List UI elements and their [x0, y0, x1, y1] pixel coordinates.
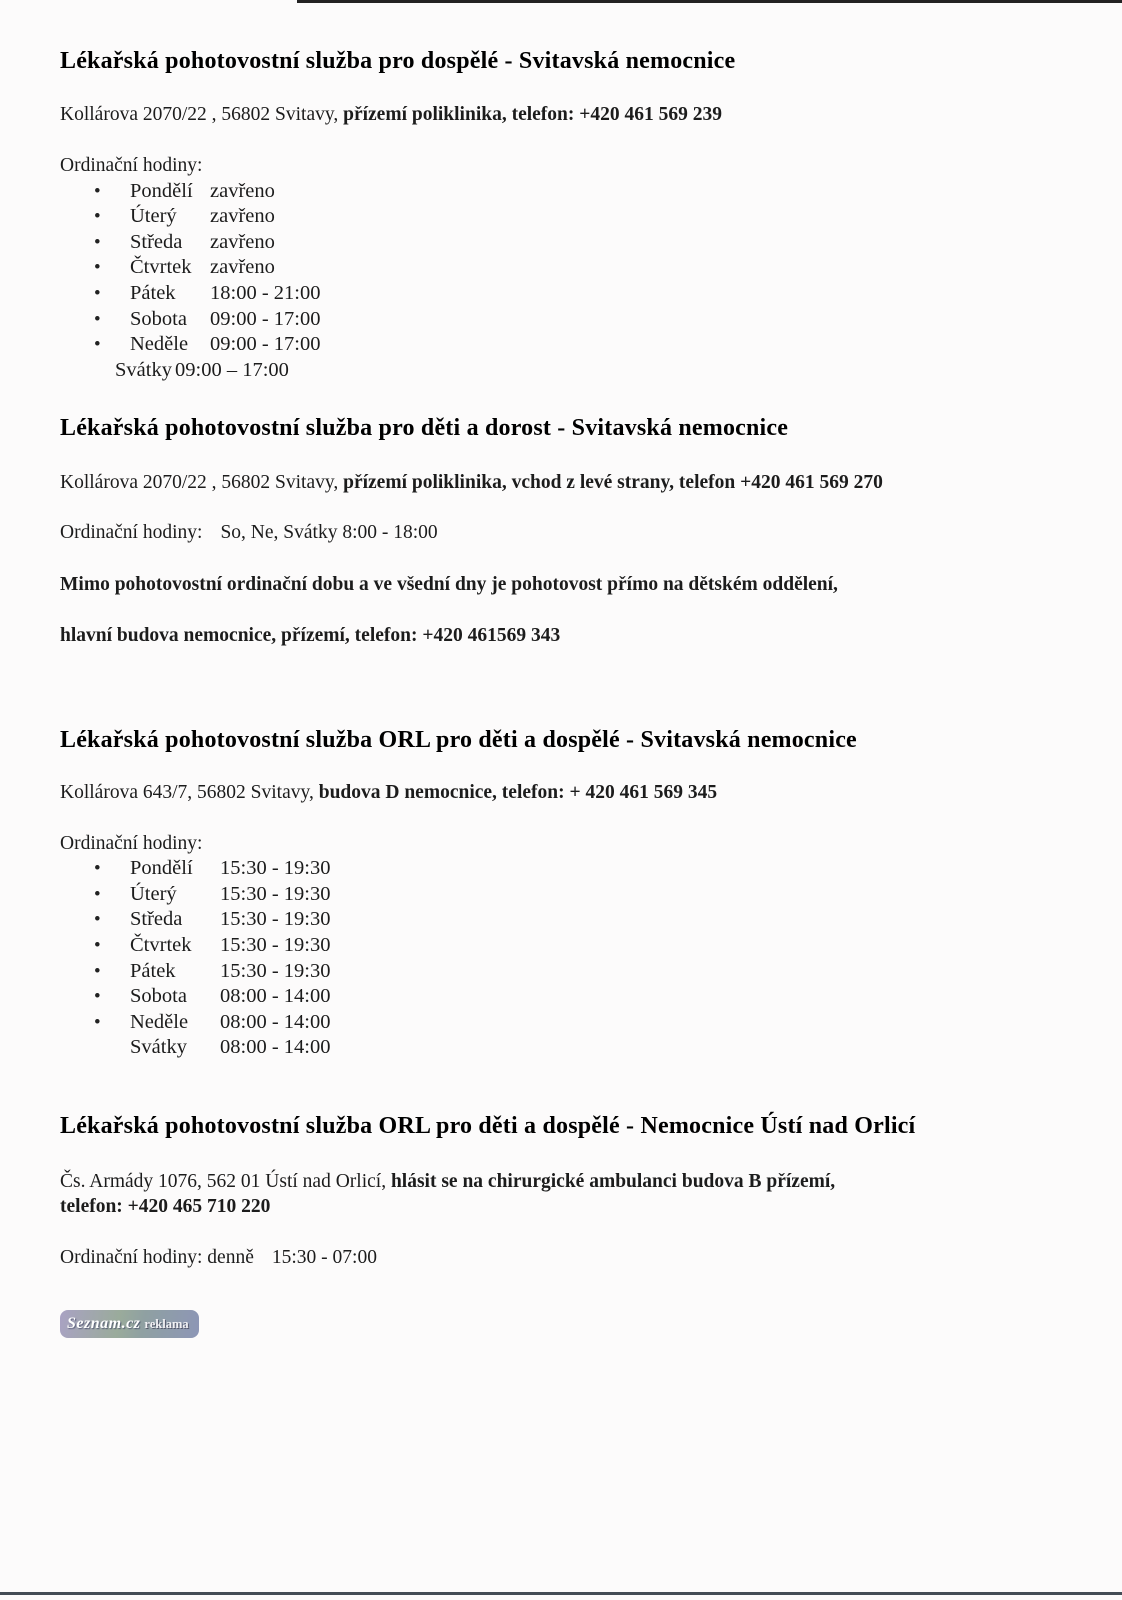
schedule-row	[94, 984, 1062, 1010]
holidays-label: Svátky	[130, 1036, 187, 1059]
seznam-reklama-banner[interactable]	[60, 1310, 199, 1338]
schedule-row	[94, 281, 1062, 307]
section-2-note-line-2: hlavní budova nemocnice, přízemí, telefon: +420 461569 343	[60, 625, 561, 647]
address-regular: Čs. Armády 1076, 562 01 Ústí nad Orlicí,	[60, 1170, 391, 1192]
schedule-day: Sobota	[130, 985, 187, 1008]
holidays-label: Svátky	[115, 358, 172, 381]
schedule-day: Sobota	[130, 307, 187, 330]
schedule-day: Neděle	[130, 333, 189, 356]
section-4-address	[60, 1169, 1062, 1219]
schedule-row	[94, 959, 1062, 985]
schedule-row	[94, 332, 1062, 358]
schedule-day: Úterý	[130, 205, 177, 228]
section-3-address	[60, 781, 1062, 805]
address-regular: Kollárova 643/7, 56802 Svitavy,	[60, 782, 319, 804]
schedule-row	[94, 933, 1062, 959]
schedule-time: 18:00 - 21:00	[210, 281, 321, 304]
hours-label: Ordinační hodiny: denně	[60, 1246, 254, 1268]
schedule-time: 08:00 - 14:00	[220, 985, 331, 1008]
schedule-row	[94, 179, 1062, 205]
schedule-day: Čtvrtek	[130, 256, 192, 279]
schedule-row	[94, 230, 1062, 256]
section-2-address	[60, 471, 1062, 495]
schedule-day: Úterý	[130, 882, 177, 905]
schedule-time: 15:30 - 19:30	[220, 959, 331, 982]
address-bold: přízemí poliklinika, telefon: +420 461 569 239	[343, 103, 722, 125]
schedule-day: Pátek	[130, 281, 176, 304]
address-bold-phone: telefon: +420 465 710 220	[60, 1195, 271, 1217]
schedule-day: Středa	[130, 908, 183, 931]
address-bold: budova D nemocnice, telefon: + 420 461 569 345	[318, 782, 718, 804]
schedule-day: Pondělí	[130, 857, 193, 880]
section-3-title: Lékařská pohotovostní služba ORL pro děti a dospělé - Svitavská nemocnice	[60, 726, 857, 753]
schedule-day: Pátek	[130, 959, 176, 982]
seznam-logo-text: Seznam.cz	[67, 1315, 141, 1333]
section-3-hours-label: Ordinační hodiny:	[60, 832, 203, 854]
schedule-row	[94, 907, 1062, 933]
schedule-time: zavřeno	[210, 205, 275, 228]
schedule-time: zavřeno	[210, 179, 275, 202]
schedule-time: 15:30 - 19:30	[220, 882, 331, 905]
schedule-row	[94, 204, 1062, 230]
schedule-day: Pondělí	[130, 179, 193, 202]
schedule-row	[94, 307, 1062, 333]
section-2-note-line-1: Mimo pohotovostní ordinační dobu a ve všední dny je pohotovost přímo na dětském oddělení,	[60, 573, 838, 595]
section-3-holidays-row	[60, 1035, 1062, 1060]
schedule-time: zavřeno	[210, 256, 275, 279]
section-1-hours-label: Ordinační hodiny:	[60, 155, 203, 177]
section-1-schedule-list	[60, 179, 1062, 358]
schedule-time: 08:00 - 14:00	[220, 1010, 331, 1033]
hours-value: So, Ne, Svátky 8:00 - 18:00	[220, 522, 438, 544]
schedule-time: 15:30 - 19:30	[220, 908, 331, 931]
holidays-time: 09:00 – 17:00	[175, 358, 289, 381]
schedule-row	[94, 882, 1062, 908]
section-1-address	[60, 103, 1062, 127]
section-2-hours-line	[60, 521, 1062, 545]
address-regular: Kollárova 2070/22 , 56802 Svitavy,	[60, 472, 344, 494]
holidays-time: 08:00 - 14:00	[220, 1036, 331, 1059]
schedule-day: Neděle	[130, 1010, 189, 1033]
section-3-schedule-list	[60, 856, 1062, 1035]
document-content	[0, 47, 1122, 1338]
section-1-holidays-row	[60, 358, 1062, 383]
schedule-day: Čtvrtek	[130, 933, 192, 956]
section-2-title: Lékařská pohotovostní služba pro děti a dorost - Svitavská nemocnice	[60, 415, 789, 442]
schedule-time: zavřeno	[210, 230, 275, 253]
scan-edge-artifact-bottom	[0, 1592, 1122, 1595]
address-bold: hlásit se na chirurgické ambulanci budova B přízemí,	[390, 1170, 836, 1192]
schedule-day: Středa	[130, 230, 183, 253]
hours-value: 15:30 - 07:00	[271, 1246, 377, 1268]
hours-label: Ordinační hodiny:	[60, 522, 203, 544]
schedule-time: 15:30 - 19:30	[220, 857, 331, 880]
section-1-title: Lékařská pohotovostní služba pro dospělé - Svitavská nemocnice	[60, 48, 736, 74]
scan-edge-artifact-top	[297, 0, 1122, 3]
schedule-row	[94, 255, 1062, 281]
address-bold: přízemí poliklinika, vchod z levé strany, telefon +420 461 569 270	[343, 472, 883, 494]
section-4-hours-line	[60, 1246, 1062, 1270]
schedule-time: 09:00 - 17:00	[210, 307, 321, 330]
schedule-time: 15:30 - 19:30	[220, 933, 331, 956]
seznam-reklama-label: reklama	[144, 1316, 189, 1331]
schedule-row	[94, 1010, 1062, 1036]
schedule-row	[94, 856, 1062, 882]
schedule-time: 09:00 - 17:00	[210, 333, 321, 356]
address-regular: Kollárova 2070/22 , 56802 Svitavy,	[60, 103, 344, 125]
section-4-title: Lékařská pohotovostní služba ORL pro děti a dospělé - Nemocnice Ústí nad Orlicí	[60, 1112, 916, 1139]
